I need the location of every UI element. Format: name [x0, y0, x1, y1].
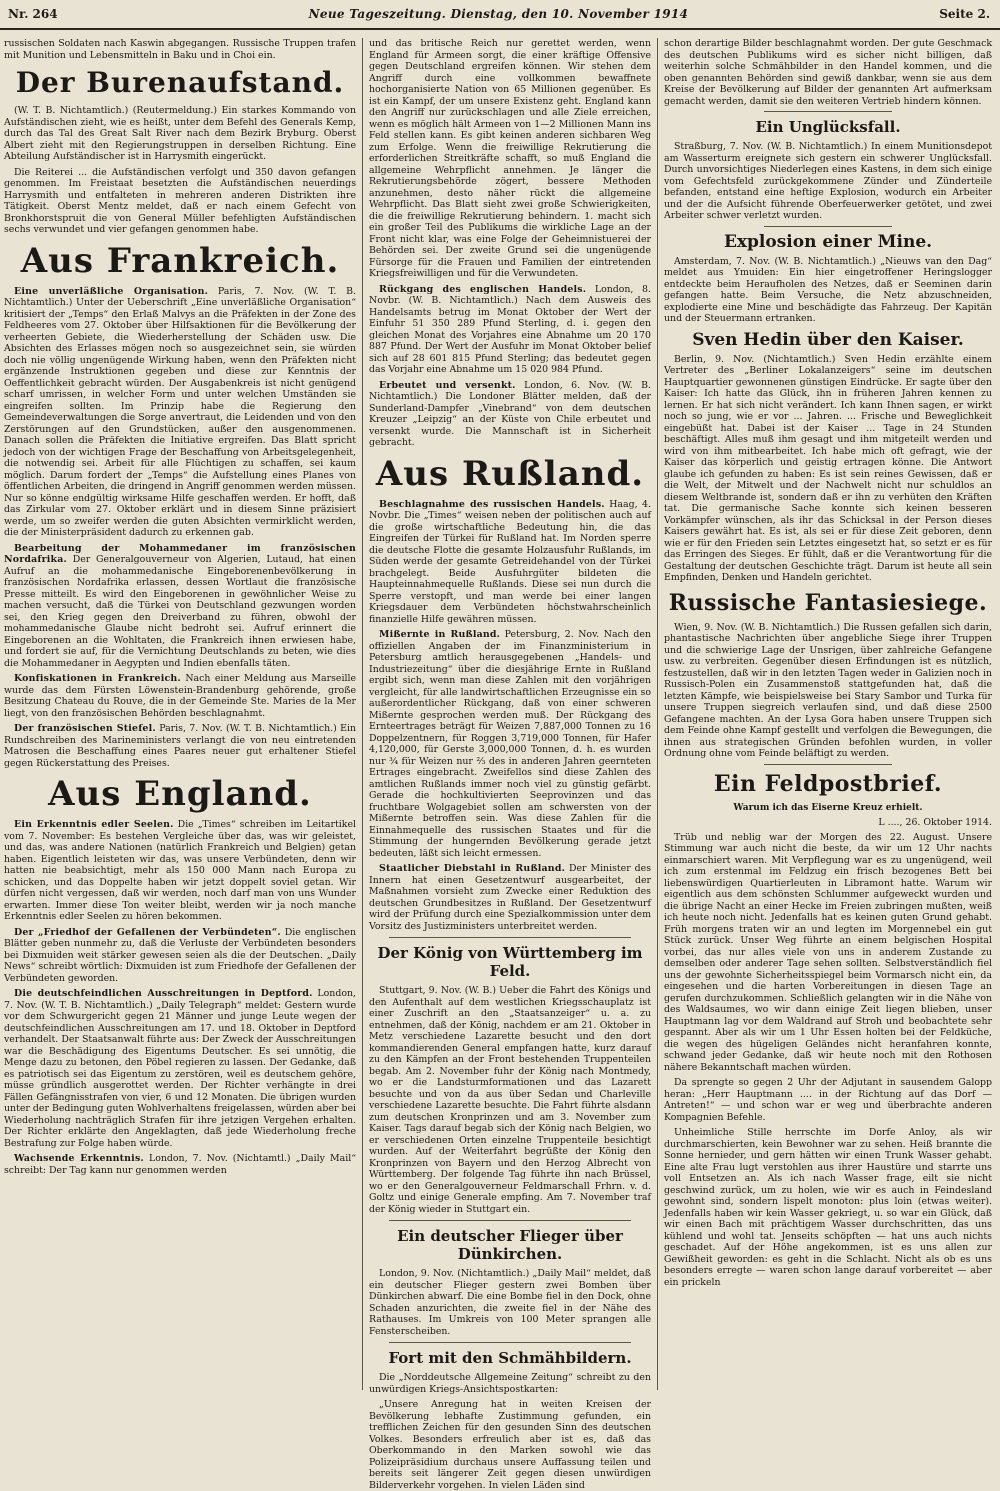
article-paragraph: [4, 723, 356, 769]
rubric: Staatlicher Diebstahl in Rußland.: [379, 863, 566, 874]
column-1: [0, 38, 362, 1390]
paragraph: Unheimliche Stille herrschte im Dorfe Anloy, als wir durchmarschierten, kein Bewohner war zu sehen. Heiß brannte die Sonne hernieder, und gern hätten wir einen Trunk Wasser gehabt. Eine alte Frau lugt verstohlen aus ihrer Haustüre und starrte uns voll Entsetzen an. Als ich nach Wasser frage, eilt sie nicht geschwind zurück, um zu holen, wie wir es auch in Feindesland gewohnt sind, sondern lispelt monoton: plus loin (etwas weiter). Jedenfalls haben wir kein Wasser gekriegt, u. so war ein Glück, daß wir einen Bach mit prächtigem Wasser durchschritten, das uns kühlend und wohl tat. Jenseits schöpften — hat uns auch nichts geschadet. Auf der Höhe angekommen, ist es uns allen zur Gewißheit geworden: es geht in die Schlacht. Nicht als ob es uns besonders erregte — waren schon lange darauf vorbereitet — aber ein prickeln: [664, 1127, 992, 1288]
paragraph: schon derartige Bilder beschlagnahmt worden. Der gute Geschmack des deutschen Publikums wird es sicher nicht billigen, daß weiterhin solche Schmähbilder in den Handel kommen, und die oben genannten Behörden sind gewiß dankbar, wenn sie aus dem Kreise der Bevölkerung auf Bilder der genannten Art aufmerksam gemacht werden, damit sie den weiteren Vertrieb hindern können.: [664, 38, 992, 107]
headline-aus-frankreich: Aus Frankreich.: [20, 240, 340, 281]
article-paragraph: [369, 284, 651, 376]
rubric: Wachsende Erkenntnis.: [14, 1153, 144, 1164]
paragraph: Berlin, 9. Nov. (Nichtamtlich.) Sven Hedin erzählte einem Vertreter des „Berliner Lokalanzeigers“ seine im deutschen Hauptquartier gewonnenen günstigen Eindrücke. Er sagte über den Kaiser: Ich hatte das Glück, ihn in früheren Jahren kennen zu lernen. Er hat sich nicht verändert. Ich kann Ihnen sagen, er wirkt noch so jung, wie er vor ... Jahren. ... Frische und Beweglichkeit eingebüßt hat. Dabei ist der Kaiser ... Tage in 24 Stunden beschäftigt. Alles muß ihm gesagt und ihm mitgeteilt werden und wird von ihm mitbearbeitet. Ich habe mich oft gefragt, wie der Kaiser das körperlich und geistig ertragen könne. Die Antwort glaube ich gefunden zu haben: Es ist sein reines Gewissen, daß er die Welt, der Mitwelt und der Nachwelt nicht nur schuldlos an diesem Weltbrande ist, sondern daß er ihn zu verhüten den Kräften tat. Die germanische Sache konnte sich keinen besseren Vorkämpfer wünschen, als ihr das Schicksal in der Person dieses Kaisers gewährt hat. Es ist, als sei er für diese Zeit geboren, denn wie er für den Frieden sein Letztes eingesetzt hat, so setzt er es für das Erringen des Sieges. Er fühlt, daß er die Verantwortung für die Gestaltung der deutschen Geschichte trägt. Darum ist heute all sein Empfinden, Denken und Handeln gerichtet.: [664, 353, 992, 583]
columns: [0, 38, 1000, 1491]
rubric: Konfiskationen in Frankreich.: [14, 673, 181, 684]
article-paragraph: [369, 499, 651, 626]
paragraph: London, 9. Nov. (Nichtamtlich.) „Daily Mail“ meldet, daß ein deutscher Flieger gestern zwei Bomben über Dünkirchen abwarf. Die eine Bombe fiel in den Dock, ohne Schaden anzurichten, die zweite fiel in der Nähe des Rathauses. Im Umkreis von 100 Meter sprangen alle Fensterscheiben.: [369, 1268, 651, 1337]
divider: [389, 1342, 631, 1343]
article-paragraph: [4, 819, 356, 923]
divider: [389, 937, 631, 938]
headline-fantasiesiege: Russische Fantasiesiege.: [668, 589, 988, 616]
divider: [764, 226, 892, 227]
headline-explosion-mine: Explosion einer Mine.: [723, 231, 933, 252]
article-text: London, 7. Nov. (W. T. B. Nichtamtlich.) „Daily Telegraph“ meldet: Gestern wurde vor dem Schwurgericht gegen 21 Männer und junge Leute wegen der deutschfeindlichen Ausschreitungen am 17. und 18. Oktober in Deptford verhandelt. Der Staatsanwalt führte aus: Der Zweck der Ausschreitungen war die Beschädigung des Eigentums Deutscher. Es sei unnötig, die Menge dazu zu betonen, den Pöbel regieren zu lassen. Der Gedanke, daß es patriotisch sei das Eigentum zu zerstören, weil es deutschem gehöre, müsse gründlich ausgerottet werden. Der Richter verhängte in drei Fällen Gefängnisstrafen von vier, 6 und 12 Monaten. Die übrigen wurden unter der Bedingung guten Wohlverhaltens freigelassen, würden aber bei Wiederholung nachträglich Strafen für ihre jetzigen Vergehen erhalten. Der Richter erklärte den Angeklagten, daß jede Wiederholung freche Bestrafung zur Folge haben würde.: [4, 988, 356, 1149]
rubric: Eine unverläßliche Organisation.: [14, 285, 209, 297]
paragraph: Straßburg, 7. Nov. (W. B. Nichtamtlich.) In einem Munitionsdepot am Wasserturm ereignete sich gestern ein schwerer Unglücksfall. Durch unvorsichtiges Niederlegen eines Kastens, in dem sich einige vom Gefechtsfeld zurückgekommene Zünder und Zünderteile befanden, entstand eine heftige Explosion, wodurch ein Arbeiter und der die Aufsicht führende Oberfeuerwerker getötet, und zwei Arbeiter schwer verletzt wurden.: [664, 141, 992, 221]
article-paragraph: [369, 863, 651, 932]
masthead: [0, 0, 1000, 30]
article-paragraph: [4, 673, 356, 719]
paragraph: Die „Norddeutsche Allgemeine Zeitung“ schreibt zu den unwürdigen Kriegs-Ansichtspostkarten:: [369, 1372, 651, 1395]
article-text: Paris, 7. Nov. (W. T. B. Nichtamtlich.) Unter der Ueberschrift „Eine unverläßliche Organisation“ kritisiert der „Temps“ den Erlaß Malvys an die Präfekten in der Zone des Feldheeres vom 27. Oktober über Hilfsaktionen für die Bevölkerung der verheerten Gebiete, die Wiederherstellung der Schäden usw. Die Absichten des Erlasses mögen noch so ausgezeichnet sein, sie würden doch nie völlig ungenügende Wirkung haben, wenn den Präfekten nicht ergänzende Instruktionen gegeben und diese zur Kenntnis der Oeffentlichkeit gebracht würden. Der Ausgabenkreis ist nicht genügend scharf umrissen, in welcher Form und unter welchen Umständen sie eingreifen sollten. Im Prinzip habe die Regierung den Gemeindeverwaltungen die Sorge anvertraut, die Leidenden und von den Zerstörungen auf den Grundstücken, außer den ausgenommenen. Danach sollen die Präfekten die Initiative ergreifen. Das Blatt spricht jedoch von der wichtigen Frage der Beschaffung von Arbeitsgelegenheit, die notwendig sei. Arbeit für alle Flüchtigen zu schaffen, sei kaum möglich. Darum fordert der „Temps“ die Aufstellung eines Planes von öffentlichen Arbeiten, die dringend in Angriff genommen werden müssen. Nur so könne endgültig wirksame Hilfe geschaffen werden. Er hofft, daß das Zirkular vom 27. Oktober erklärt und in diesem Sinne präzisiert werde, um so zweifer werden die guten Absichten vermirklicht werden, die der Ministerpräsident dadurch zu erkennen gab.: [4, 285, 356, 538]
paragraph: Da sprengte so gegen 2 Uhr der Adjutant in sausendem Galopp heran: „Herr Hauptmann .... in der Richtung auf das Dorf — Antreten!“ — und schon war er weg und überbrachte anderen Kompagnien Befehle.: [664, 1077, 992, 1123]
article-text: London, 6. Nov. (W. B. Nichtamtlich.) Die Londoner Blätter melden, daß der Sunderland-Dampfer „Vinebrand“ von dem deutschen Kreuzer „Leipzig“ an der Küste von Chile erbeutet und versenkt wurde. Die Mannschaft ist in Sicherheit gebracht.: [369, 379, 651, 448]
article-paragraph: [4, 1153, 356, 1176]
paragraph: Stuttgart, 9. Nov. (W. B.) Ueber die Fahrt des Königs und den Aufenthalt auf dem westlichen Kriegsschauplatz ist einer Zuschrift an den „Staatsanzeiger“ u. a. zu entnehmen, daß der König, nachdem er am 21. Oktober in Metz verschiedene Lazarette besucht und den dort kommandierenden General empfangen hatte, kurz darauf zu den Kämpfen an der Front bestehenden Truppenteilen begab. Am 2. November fuhr der König nach Montmedy, wo er die Landsturmformationen und das Lazarett besuchte und von da aus über Sedan und Charleville verschiedene Lazarette besuchte. Die Fahrt führte alsdann zum deutschen Kronprinzen und am 3. November zum Kaiser. Tags darauf begab sich der König nach Belgien, wo er verschiedenen Orten einzelne Truppenteile besichtigt wurden. Auf der Weiterfahrt begrüßte der König den Kronprinzen von Bayern und den Herzog Albrecht von Württemberg. Der folgende Tag führte ihn nach Brüssel, wo er den Generalgouverneur Feldmarschall Frhrn. v. d. Goltz und einige Generale empfing. Am 7. November traf der König wieder in Stuttgart ein.: [369, 985, 651, 1215]
article-text: Der Minister des Innern hat einen Gesetzentwurf ausgearbeitet, der Maßnahmen vorsieht zum Zwecke einer Reduktion des deutschen Grundbesitzes in Rußland. Der Gesetzentwurf wird der Prüfung durch eine Spezialkommission unter dem Vorsitz des Justizministers unterbreitet werden.: [369, 863, 651, 932]
divider: [389, 1220, 631, 1221]
headline-burenaufstand: Der Burenaufstand.: [15, 66, 345, 99]
headline-aus-england: Aus England.: [48, 774, 312, 814]
paragraph: Trüb und neblig war der Morgen des 22. August. Unsere Stimmung war auch nicht die beste, da wir um 12 Uhr nachts einmarschiert waren. Mit Verpflegung war es zu ungenügend, weil ich zum erstenmal im Feldzug ein frisch bezogenes Bett bei liebenswürdigen Quartierleuten in Libramont hatte. Warum wir eigentlich aus dem schönsten Schlummer aufgeweckt wurden und die übrige Nacht an einer Hecke im Freien zubringen mußten, weiß ich heute noch nicht. Jedenfalls hat es keinen guten Grund gehabt. Früh morgens traten wir an und legten im Morgennebel ein gut Stück zurück. Unser Weg führte an einem belgischen Hospital vorbei, das nur alles viele von uns in anderem Zustande zu demselben oder anderer Tage sehen sollten. Selbstverständlich fiel uns der gewohnte Sicherheitsspiegel beim Vormarsch nicht ein, da eingesehen und die harten Vorbereitungen in diesen Tage an gerufen durchzukommen. Schließlich gelangten wir in die Nähe von des Waldsaumes, wo wir dann einige Zeit liegen blieben, unser Hauptmann lag vor dem Waldrand auf Stroh und beobachtete sehr gespannt. Aber als wir um 1 Uhr Essen holten bei der Feldküche, die wegen des hügeligen Geländes nicht heranfahren konnte, schwand jeder Gedanke, daß wir heute noch mit den Rothosen nähere Bekanntschaft machen würden.: [664, 831, 992, 1073]
article-paragraph: [369, 629, 651, 859]
article-text: Petersburg, 2. Nov. Nach den offiziellen Angaben der im Finanzministerium in Petersburg amtlich herausgegebenen „Handels- und Industriezeitung“ über die diesjährige Ernte in Rußland ergibt sich, wenn man diese Zahlen mit den vorjährigen vergleicht, für alle landwirtschaftlichen Erzeugnisse ein so außerordentlicher Rückgang, daß von einer schweren Mißernte gesprochen werden muß. Der Rückgang des Ernteertrages beträgt für Weizen 7,887,000 Tonnen zu 16 Doppelzentnern, für Roggen 3,719,000 Tonnen, für Hafer 4,120,000, für Gerste 3,000,000 Tonnen, d. h. es wurden nur ¾ für Weizen nur ⅔ des in anderen Jahren geernteten Ertrages eingebracht. Zweifellos sind diese Zahlen des amtlichen Rußlands immer noch viel zu günstig gefärbt. Gerade die hochkultivierten Seeprovinzen und das fruchtbare Wolgagebiet sollen am schwersten von der Mißernte betroffen sein. Was diese Zahlen für die Einnahmequelle des russischen Staates und für die Stimmung der hungernden Bevölkerung gerade jetzt bedeuten, läßt sich leicht ermessen.: [369, 629, 651, 859]
rubric: Der französischen Stiefel.: [14, 723, 156, 734]
dateline: L ...., 26. Oktober 1914.: [878, 816, 992, 828]
headline-schmaehbilder: Fort mit den Schmähbildern.: [388, 1349, 632, 1367]
rubric: Mißernte in Rußland.: [379, 629, 501, 640]
rubric: Beschlagnahme des russischen Handels.: [379, 498, 605, 510]
rubric: Die deutschfeindlichen Ausschreitungen in Deptford.: [14, 988, 313, 999]
headline-koenig-wuerttemberg: Der König von Württemberg im Feld.: [377, 944, 643, 980]
article-paragraph: [369, 380, 651, 449]
article-paragraph: [4, 988, 356, 1149]
paragraph: (W. T. B. Nichtamtlich.) (Reutermeldung.) Ein starkes Kommando von Aufständischen zieht, wie es heißt, unter dem Befehl des Generals Kemp, durch das Tal des Great Salt River nach dem Bezirk Bryburg. Oberst Albert zieht mit den Regierungstruppen in derselben Richtung. Eine Abteilung Aufständischer ist in Harrysmith eingerückt.: [4, 105, 356, 162]
paragraph: „Unsere Anregung hat in weiten Kreisen der Bevölkerung lebhafte Zustimmung gefunden, ein trefflichen Zeichen für den gesunden Sinn des deutschen Volkes. Besonders erfreulich aber ist es, daß das Oberkommando in den Marken sowohl wie das Polizeipräsidium durchaus unsere Auffassung teilen und bereits seit längerer Zeit gegen diesen unwürdigen Bilderverkehr vorgehen. In vielen Läden sind: [369, 1399, 651, 1491]
paragraph: und das britische Reich nur gerettet werden, wenn England für Armeen sorgt, die einer kräftige Offensive gegen Deutschland ergreifen können. Wir stehen dem Angriff durch eine vollkommen bewaffnete hochorganisierte Nation von 65 Millionen gegenüber. Es ist ein Kampf, der um unsere Existenz geht. England kann den Angriff nur zurückschlagen und alle Ziele erreichen, wenn es möglich hält Armeen von 1—2 Millionen Mann ins Feld stellen kann. Es gibt keinen anderen sichbaren Weg zum Erfolge. Wenn die freiwillige Rekrutierung die erforderlichen Streitkräfte schafft, so muß England die allgemeine Wehrpflicht annehmen. Je länger die Rekrutierungsbehörde zögert, bessere Methoden anzunehmen, desto näher rückt die allgemeine Wehrpflicht. Das Blatt sieht zwei große Schwierigkeiten, die die freiwillige Rekrutierung behindern. 1. macht sich ein großer Teil des Publikums die wirkliche Lage an der Front nicht klar, was eine Folge der Geheimnistuerei der Behörden sei. Der zweite Grund sei die ungenügende Fürsorge für die Frauen und Familien der eintretenden Kriegsfreiwilligen und für die Verwundeten.: [369, 38, 651, 279]
paragraph: Die Reiterei ... die Aufständischen verfolgt und 350 davon gefangen genommen. Im Freistaat besetzten die Aufständischen neuerdings Harrysmith und entfalteten in mehreren anderen Distrikten ihre Tätigkeit. Oberst Mentz meldet, daß er nach einem Gefecht von Bronkhorstspruit die von General Müller befehligten Aufständischen sechs verwundet und vier gefangen genommen habe.: [4, 166, 356, 235]
article-text: Paris, 7. Nov. (W. T. B. Nichtamtlich.) Ein Rundschreiben des Marineministers verlangt die von neu eintretenden Matrosen die Beschaffung eines Paares neuer gut erhaltener Stiefel gegen Rückerstattung des Preises.: [4, 723, 357, 769]
rubric: Der „Friedhof der Gefallenen der Verbündeten“.: [14, 926, 281, 938]
article-paragraph: [4, 927, 356, 985]
rubric: Erbeutet und versenkt.: [379, 379, 516, 391]
rubric: Ein Erkenntnis edler Seelen.: [14, 819, 174, 830]
issue-number: Nr. 264: [8, 7, 58, 21]
article-text: Der Generalgouverneur von Algerien, Lutaud, hat einen Aufruf an die mohammedanische Eingeborenenbevölkerung in französischen Nordafrika erlassen, dessen Wortlaut die französische Presse mitteilt. Es wird den Eingeborenen in gewöhnlicher Weise zu machen versucht, daß die Türkei von Deutschland gezwungen worden sei, den Krieg gegen den Dreiverband zu führen, obwohl der mohammedanische Glaube nicht bedroht sei. Aufruf erinnert die Eingeborenen an die Wohltaten, die Frankreich ihnen erwiesen habe, und fordert sie auf, für die Vernichtung Deutschlands zu beten, wie dies die Mohammedaner in Aegypten und Indien ebenfalls täten.: [4, 554, 356, 669]
divider: [764, 111, 892, 112]
article-text: Nach einer Meldung aus Marseille wurde das dem Fürsten Löwenstein-Brandenburg gehörende, große Besitzung Chateau du Rouve, die in der Gemeinde Ste. Maries de la Mer liegt, von den französischen Behörden beschlagnahmt.: [4, 673, 356, 719]
headline-aus-russland: Aus Rußland.: [375, 453, 645, 494]
article-text: Haag, 4. Novbr. Die „Times“ weisen neben der politischen auch auf die große wirtschaftliche Bedeutung hin, die das Eingreifen der Türkei für Rußland hat. Im Norden sperre die deutsche Flotte die gesamte Holzausfuhr Rußlands, im Süden werde der gesamte Getreidehandel von der Türkei brachgelegt. Beide Ausfuhrgüter bildeten die Haupteinnahmequelle Rußlands. Diese sei nun durch die Sperre verstopft, und man werde bei einer langen Kriegsdauer dem Verbündeten höchstwahrscheinlich finanzielle Hilfe gewähren müssen.: [369, 498, 652, 625]
column-2: [362, 38, 658, 1491]
page-number: Seite 2.: [939, 7, 990, 21]
headline-flieger-duenkirchen: Ein deutscher Flieger über Dünkirchen.: [397, 1227, 623, 1263]
headline-feldpostbrief: Ein Feldpostbrief.: [713, 770, 943, 797]
article-paragraph: [4, 286, 356, 539]
subheadline: Warum ich das Eiserne Kreuz erhielt.: [733, 802, 923, 813]
headline-ungluecksfall: Ein Unglücksfall.: [755, 118, 901, 136]
headline-sven-hedin: Sven Hedin über den Kaiser.: [692, 329, 964, 350]
article-text: London, 8. Novbr. (W. B. Nichtamtlich.) Nach dem Ausweis des Handelsamts betrug im Monat Oktober der Wert der Einfuhr 51 350 289 Pfund Sterling, d. i. gegen den gleichen Monat des Vorjahres eine Abnahme um 20 170 887 Pfund. Der Wert der Ausfuhr im Monat Oktober belief sich auf 28 601 815 Pfund Sterling; das bedeutet gegen das Vorjahr eine Abnahme um 15 020 984 Pfund.: [369, 283, 651, 375]
paragraph: Wien, 9. Nov. (W. B. Nichtamtlich.) Die Russen gefallen sich darin, phantastische Nachrichten über angebliche Siege ihrer Truppen und die schwierige Lage der Unsrigen, über zahlreiche Gefangene usw. zu verbreiten. Gegenüber diesen Erfindungen ist es nützlich, festzustellen, daß wir in den letzten Tagen weder in Galizien noch in Russisch-Polen ein Zusammenstoß stattgefunden hat, daß die letzten Kämpfe, wie beispielsweise bei Stary Sambor und Turka für unsere Truppen siegreich verlaufen sind, und daß diese 2500 Gefangene machten. An der Lysa Gora haben unsere Truppen sich dem Feinde ohne Kampf gestellt und verfolgen die Bewegungen, die ihnen aus strategischen Gründen befohlen wurden, in voller Ordnung ohne vom Feinde beläftigt zu werden.: [664, 621, 992, 759]
article-text: Die „Times“ schreiben im Leitartikel vom 7. November: Es bestehen Vergleiche über das, was wir geleistet, und das, was andere Nationen (natürlich Frankreich und Belgien) getan haben. Eigentlich leisteten wir das, was unsere Verbündeten, denn wir hatten nie beabsichtigt, mehr als 150 000 Mann nach Europa zu schicken, und das Doppelte haben wir jetzt doppelt soviel getan. Wir dürfen nicht vergessen, daß wir werden, noch darf man von uns Wunder erwarten. Immer diese Ton weiter bleibt, werden wir ja noch manche Erkenntnis edler Seelen zu hören bekommen.: [4, 819, 356, 922]
article-paragraph: [4, 543, 356, 670]
rubric: Rückgang des englischen Handels.: [379, 283, 587, 295]
article-text: London, 7. Nov. (Nichtamtl.) „Daily Mail“ schreibt: Der Tag kann nur genommen werden: [4, 1153, 356, 1176]
paragraph: russischen Soldaten nach Kaswin abgegangen. Russische Truppen trafen mit Munition und Lebensmitteln in Baku und in Choi ein.: [4, 38, 356, 61]
column-3: [658, 38, 1000, 1390]
masthead-title: Neue Tageszeitung. Dienstag, den 10. November 1914: [308, 7, 689, 21]
paragraph: Amsterdam, 7. Nov. (W. B. Nichtamtlich.) „Nieuws van den Dag“ meldet aus Ymuiden: Ein hier eingetroffener Heringslogger entdeckte beim Heraufholen des Netzes, daß er Seeminen darin gefangen hatte. Beim Versuche, die Netz abzuschneiden, explodierte eine Mine und beschädigte das Fahrzeug. Der Kapitän und der Steuermann ertranken.: [664, 255, 992, 324]
divider: [764, 764, 892, 765]
rubric: Bearbeitung der Mohammedaner im französischen Nordafrika.: [4, 542, 356, 565]
article-text: Die englischen Blätter geben nunmehr zu, daß die Verluste der Verbündeten besonders bei Dixmuiden weit stärker gewesen seien als die der Deutschen. „Daily News“ schreibt wörtlich: Dixmuiden ist zum Friedhofe der Gefallenen der Verbündeten geworden.: [4, 926, 356, 984]
